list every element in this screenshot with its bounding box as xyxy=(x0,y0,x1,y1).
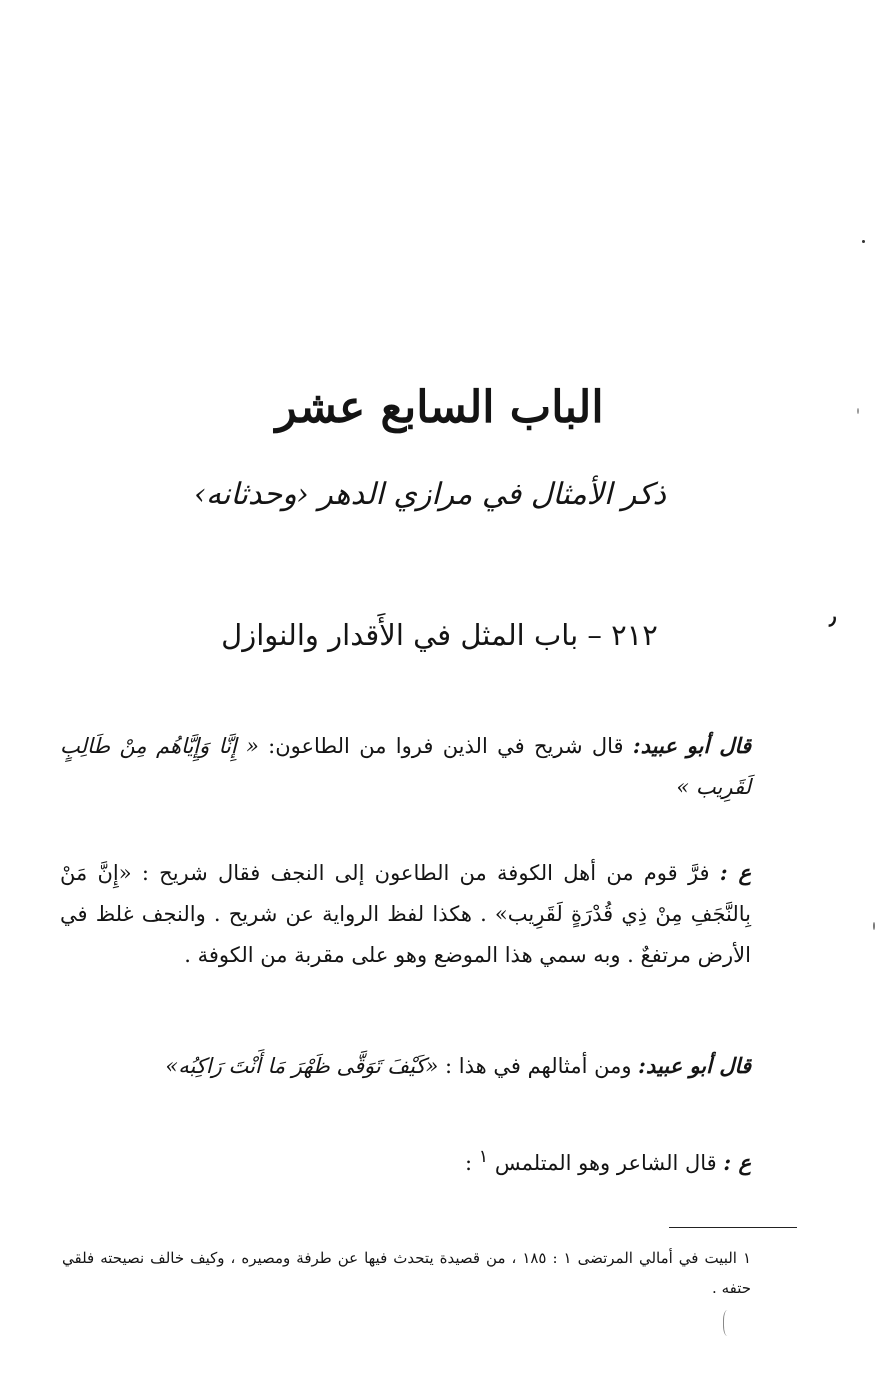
scan-speck xyxy=(862,240,865,243)
footnote-text: البيت في أمالي المرتضى ١ : ١٨٥ ، من قصيدة يتحدث فيها عن طرفة ومصيره ، وكيف خالف نصيحته فلقي حتفه . xyxy=(62,1249,751,1297)
scan-speck xyxy=(857,408,859,414)
paragraph-quote: « إِنَّا وَإِيَّاهُم مِنْ طَالِبٍ لَقَرِيب » xyxy=(60,734,751,799)
paragraph-speaker: ع : xyxy=(719,860,751,885)
pencil-mark xyxy=(723,1310,734,1336)
footnote xyxy=(62,1243,751,1303)
margin-mark: ٫ xyxy=(829,604,837,630)
paragraph-speaker: قال أبو عبيد: xyxy=(632,733,751,758)
paragraph-4 xyxy=(60,1137,751,1184)
paragraph-tail: : xyxy=(465,1151,479,1175)
footnote-divider xyxy=(669,1227,797,1228)
paragraph-text: قال الشاعر وهو المتلمس xyxy=(488,1151,724,1175)
scan-speck xyxy=(873,922,875,930)
footnote-reference: ١ xyxy=(478,1147,489,1167)
paragraph-quote: «كَيْفَ تَوَقَّى ظَهْرَ مَا أَنْتَ رَاكِبُه» xyxy=(165,1054,439,1078)
paragraph-2 xyxy=(60,852,751,976)
chapter-title: الباب السابع عشر xyxy=(275,382,604,433)
paragraph-text: قال شريح في الذين فروا من الطاعون: xyxy=(258,734,633,758)
paragraph-text: فرَّ قوم من أهل الكوفة من الطاعون إلى النجف فقال شريح : «إِنَّ مَنْ بِالنَّجَفِ مِنْ ذِي قُدْرَةٍ لَقَرِيب» . هكذا لفظ الرواية عن شريح . والنجف غلظ في الأرض مرتفعٌ . وبه سمي هذا الموضع وهو على مقربة من الكوفة . xyxy=(60,861,751,967)
paragraph-text: ومن أمثالهم في هذا : xyxy=(438,1054,639,1078)
section-heading: ٢١٢ – باب المثل في الأَقدار والنوازل xyxy=(221,618,658,652)
paragraph-speaker: ع : xyxy=(723,1150,751,1175)
paragraph-speaker: قال أبو عبيد: xyxy=(638,1053,751,1078)
paragraph-3 xyxy=(60,1045,751,1087)
footnote-number: ١ xyxy=(742,1249,752,1267)
paragraph-1 xyxy=(60,725,751,808)
chapter-subtitle: ذكر الأمثال في مرازي الدهر ‹وحدثانه› xyxy=(194,477,666,512)
